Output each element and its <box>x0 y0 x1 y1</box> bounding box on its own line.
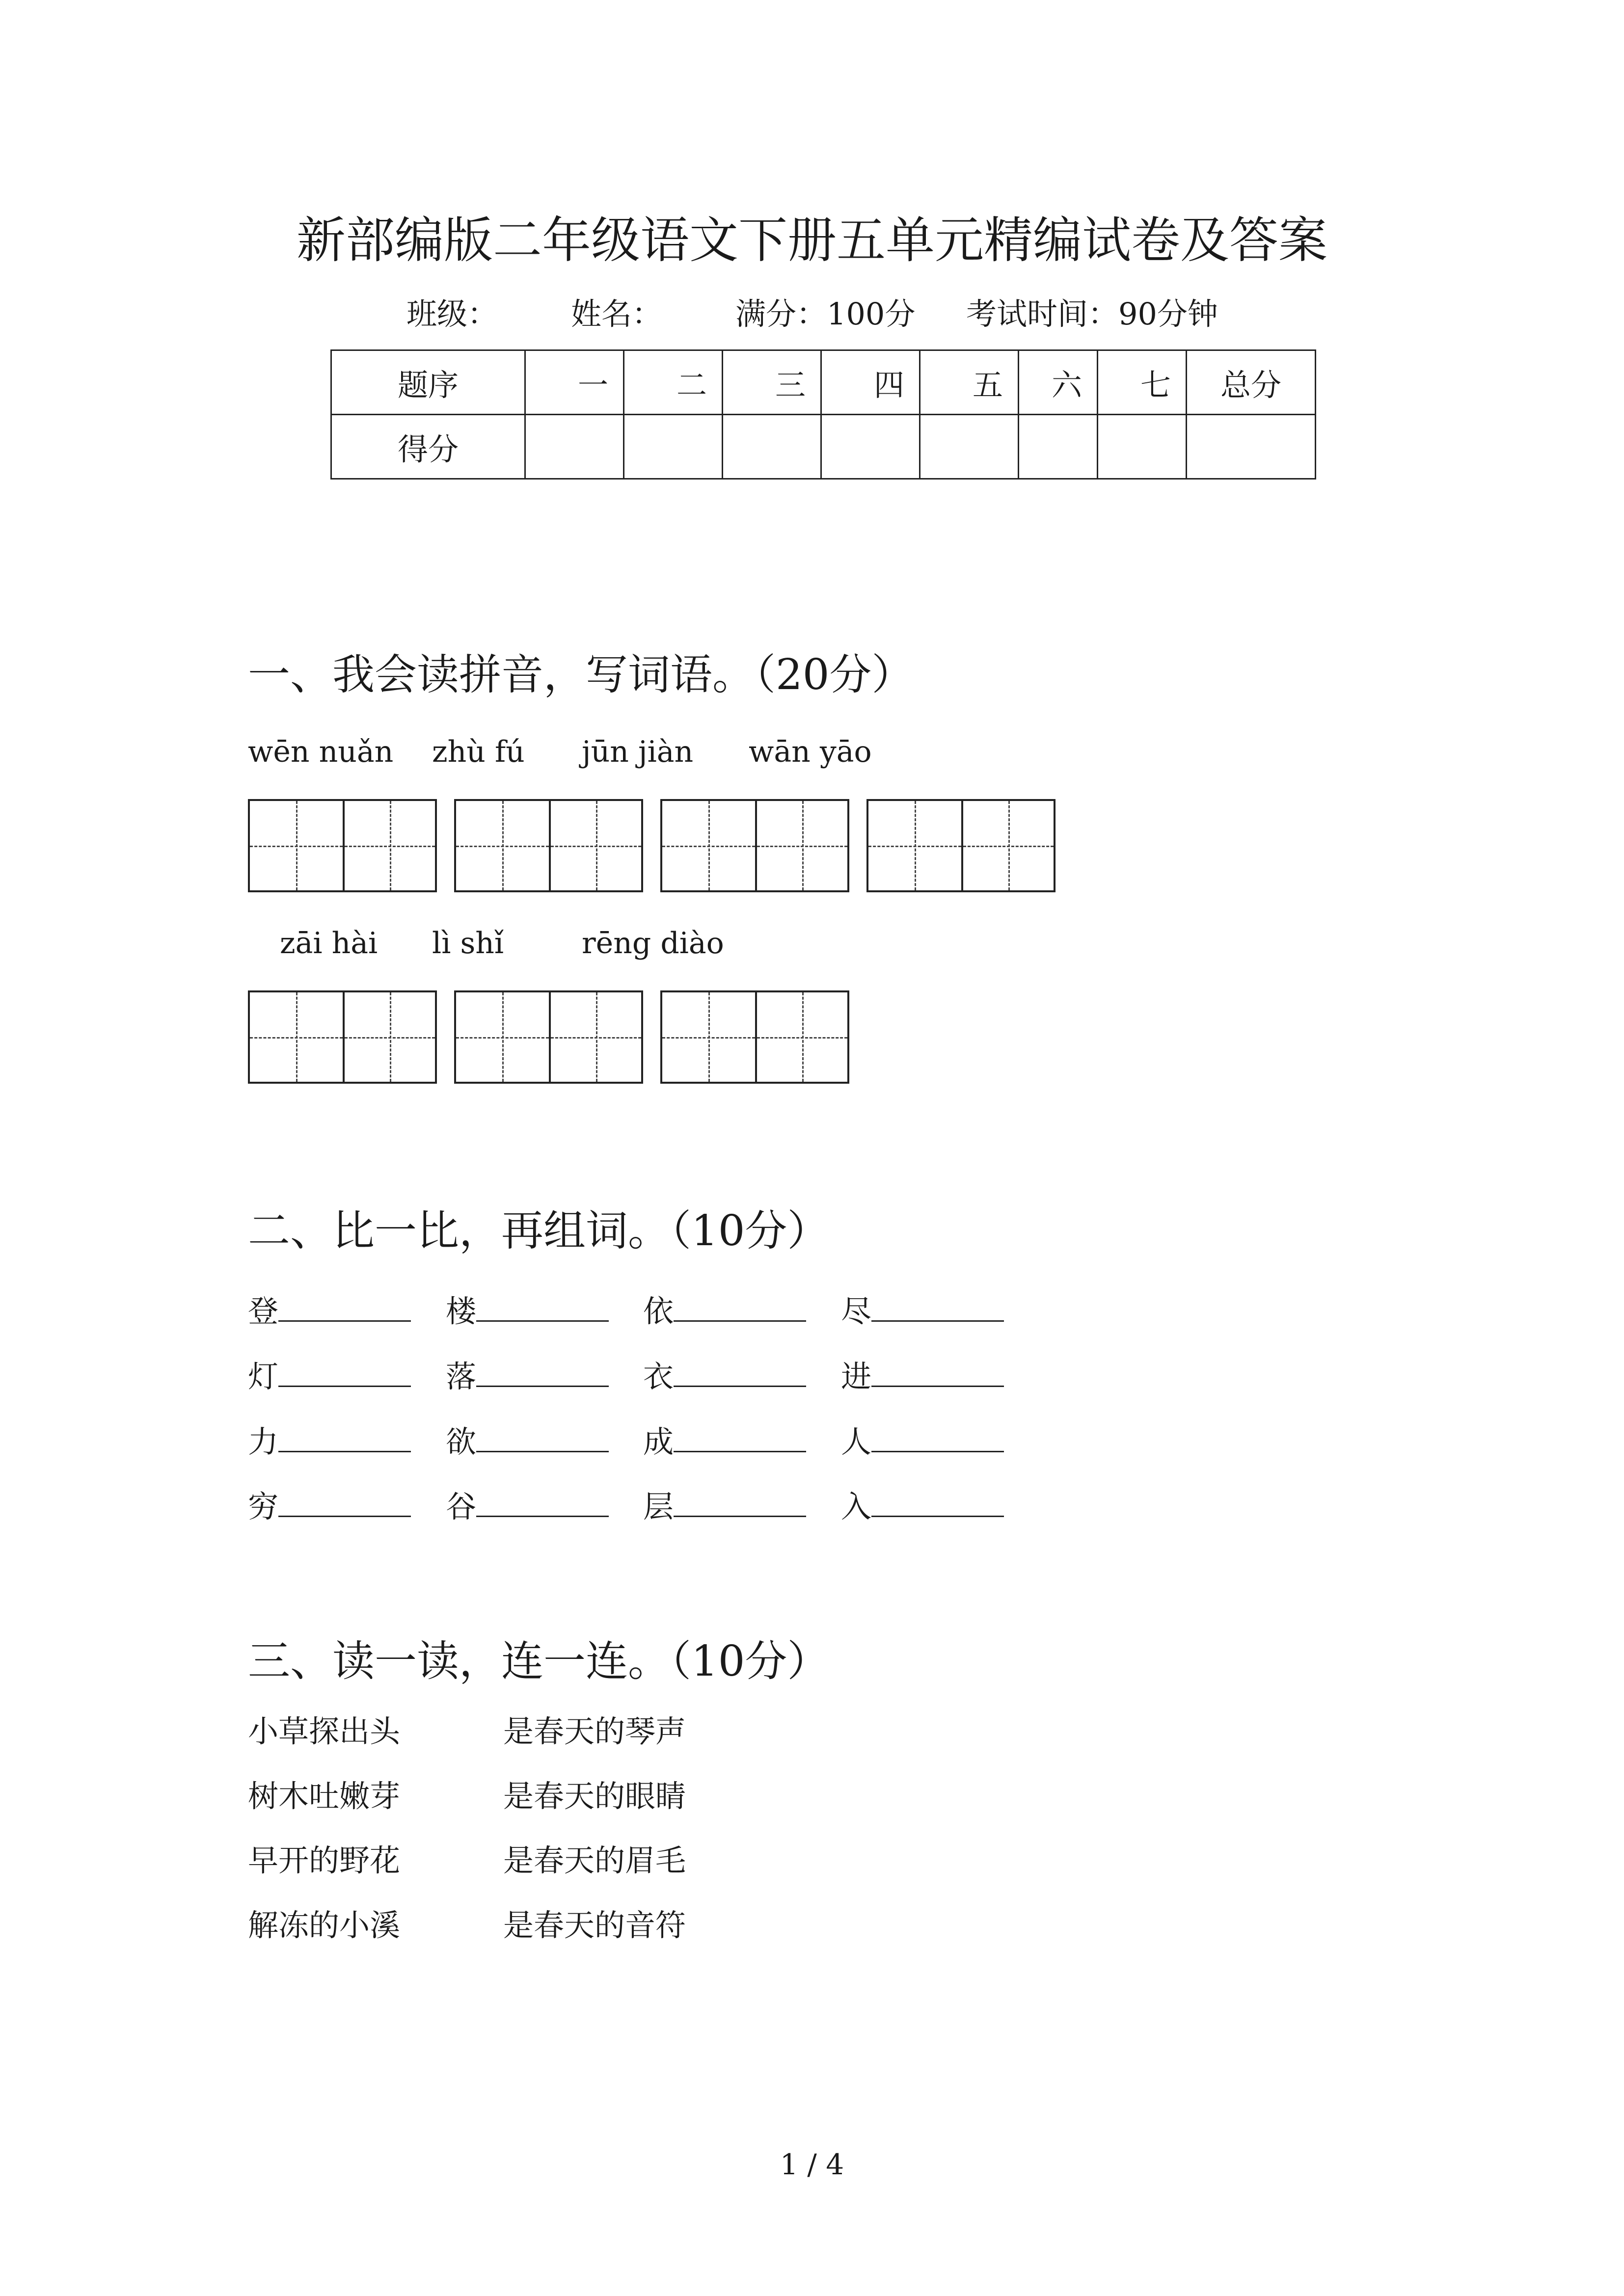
score-cell <box>1019 415 1098 479</box>
col-total: 总分 <box>1187 350 1316 415</box>
score-cell <box>1098 415 1187 479</box>
writing-grid[interactable] <box>454 990 643 1084</box>
pinyin-1: wēn nuǎn <box>248 735 394 769</box>
section2-title: 二、比一比，再组词。（10分） <box>248 1206 830 1255</box>
word-item: 力 <box>248 1416 411 1462</box>
word-item: 欲 <box>446 1416 609 1462</box>
word-item: 楼 <box>446 1286 609 1331</box>
answer-blank[interactable] <box>278 1351 411 1387</box>
answer-blank[interactable] <box>871 1416 1004 1452</box>
score-cell <box>525 415 624 479</box>
col-6: 六 <box>1019 350 1098 415</box>
match-left-item[interactable]: 早开的野花 <box>248 1842 401 1878</box>
writing-grid[interactable] <box>454 799 643 892</box>
answer-blank[interactable] <box>674 1481 806 1517</box>
name-label: 姓名： <box>571 296 663 332</box>
col-4: 四 <box>821 350 920 415</box>
col-7: 七 <box>1098 350 1187 415</box>
answer-blank[interactable] <box>674 1286 806 1322</box>
score-cell <box>1187 415 1316 479</box>
writing-grid[interactable] <box>660 799 849 892</box>
col-3: 三 <box>723 350 821 415</box>
match-left-item[interactable]: 树木吐嫩芽 <box>248 1778 401 1814</box>
word-item: 成 <box>643 1416 806 1462</box>
answer-blank[interactable] <box>278 1286 411 1322</box>
match-right-item[interactable]: 是春天的琴声 <box>503 1713 686 1749</box>
pinyin-7: rēng diào <box>582 926 724 961</box>
section3-title: 三、读一读，连一连。（10分） <box>248 1637 830 1686</box>
match-right-item[interactable]: 是春天的眼睛 <box>503 1778 686 1814</box>
score-table-header-row <box>331 350 1316 415</box>
exam-time: 考试时间：90分钟 <box>966 296 1218 332</box>
answer-blank[interactable] <box>476 1351 609 1387</box>
col-1: 一 <box>525 350 624 415</box>
answer-blank[interactable] <box>871 1351 1004 1387</box>
section1-title: 一、我会读拼音，写词语。（20分） <box>248 650 914 699</box>
writing-grid[interactable] <box>248 990 437 1084</box>
word-item: 入 <box>841 1481 1004 1526</box>
answer-blank[interactable] <box>674 1416 806 1452</box>
answer-blank[interactable] <box>476 1481 609 1517</box>
col-5: 五 <box>920 350 1019 415</box>
score-cell <box>821 415 920 479</box>
answer-blank[interactable] <box>476 1416 609 1452</box>
word-item: 谷 <box>446 1481 609 1526</box>
match-right-item[interactable]: 是春天的音符 <box>503 1907 686 1943</box>
class-label: 班级： <box>406 296 498 332</box>
page-number: 1 / 4 <box>780 2148 844 2181</box>
pinyin-3: jūn jiàn <box>582 735 694 769</box>
score-label: 得分 <box>331 415 525 479</box>
match-left-item[interactable]: 解冻的小溪 <box>248 1907 401 1943</box>
score-cell <box>920 415 1019 479</box>
word-item: 人 <box>841 1416 1004 1462</box>
answer-blank[interactable] <box>278 1481 411 1517</box>
pinyin-2: zhù fú <box>432 735 525 769</box>
word-item: 穷 <box>248 1481 411 1526</box>
word-item: 层 <box>643 1481 806 1526</box>
full-score: 满分：100分 <box>735 296 916 332</box>
word-item: 登 <box>248 1286 411 1331</box>
writing-grid[interactable] <box>248 799 437 892</box>
header-label: 题序 <box>331 350 525 415</box>
pinyin-4: wān yāo <box>749 735 872 769</box>
match-right-item[interactable]: 是春天的眉毛 <box>503 1842 686 1878</box>
page-title: 新部编版二年级语文下册五单元精编试卷及答案 <box>297 212 1327 269</box>
writing-grid[interactable] <box>660 990 849 1084</box>
word-item: 依 <box>643 1286 806 1331</box>
match-left-item[interactable]: 小草探出头 <box>248 1713 401 1749</box>
answer-blank[interactable] <box>871 1286 1004 1322</box>
score-table-score-row <box>331 415 1316 479</box>
pinyin-5: zāi hài <box>280 926 378 961</box>
word-item: 落 <box>446 1351 609 1396</box>
score-cell <box>723 415 821 479</box>
score-cell <box>624 415 723 479</box>
pinyin-6: lì shǐ <box>432 926 504 961</box>
answer-blank[interactable] <box>871 1481 1004 1517</box>
word-item: 进 <box>841 1351 1004 1396</box>
word-item: 尽 <box>841 1286 1004 1331</box>
score-table <box>330 349 1316 480</box>
word-item: 衣 <box>643 1351 806 1396</box>
word-item: 灯 <box>248 1351 411 1396</box>
answer-blank[interactable] <box>278 1416 411 1452</box>
answer-blank[interactable] <box>674 1351 806 1387</box>
writing-grid[interactable] <box>866 799 1056 892</box>
col-2: 二 <box>624 350 723 415</box>
answer-blank[interactable] <box>476 1286 609 1322</box>
